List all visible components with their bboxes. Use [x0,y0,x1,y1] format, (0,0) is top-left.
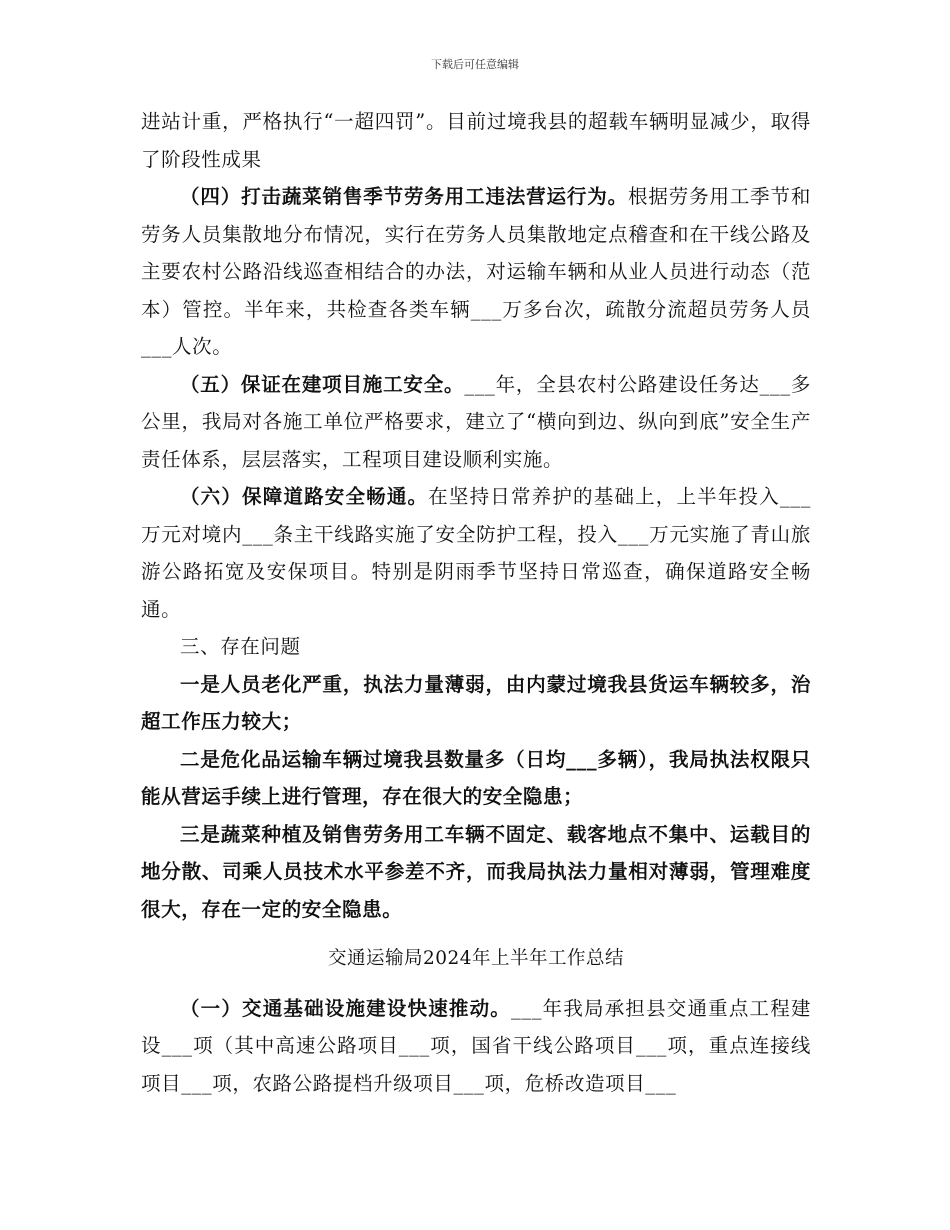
paragraph-heading: （六）保障道路安全畅通。 [180,485,429,508]
problem-three: 三是蔬菜种植及销售劳务用工车辆不固定、载客地点不集中、运载目的地分散、司乘人员技术水平参差不齐，而我局执法力量相对薄弱，管理难度很大，存在一定的安全隐患。 [141,822,811,921]
paragraph-continuation [141,103,811,178]
document-title: 交通运输局2024年上半年工作总结 [327,948,625,969]
paragraph-heading: （一）交通基础设施建设快速推动。 [180,996,511,1020]
document-body [141,103,811,1102]
paragraph-text: ___年我局承担县交通重点工程建设___项（其中高速公路项目___项，国省干线公路项目___项，重点连接线项目___项，农路公路提档升级项目___项，危桥改造项目___ [141,996,811,1095]
paragraph-text: 在坚持日常养护的基础上，上半年投入___万元对境内___条主干线路实施了安全防护工程，投入___万元实施了青山旅游公路拓宽及安保项目。特别是阴雨季节坚持日常巡查，确保道路安全畅通。 [141,485,811,621]
header-note: 下载后可任意编辑 [431,58,519,71]
paragraph-text: 进站计重，严格执行“一超四罚”。目前过境我县的超载车辆明显减少，取得了阶段性成果 [141,110,811,171]
paragraph-text: 根据劳务用工季节和劳务人员集散地分布情况，实行在劳务人员集散地定点稽查和在干线公路及主要农村公路沿线巡查相结合的办法，对运输车辆和从业人员进行动态（范本）管控。半年来，共检查各类车辆___万多台次，疏散分流超员劳务人员___人次。 [141,185,812,358]
paragraph-item-four [141,178,811,366]
problem-two: 二是危化品运输车辆过境我县数量多（日均___多辆），我局执法权限只能从营运手续上进行管理，存在很大的安全隐患； [141,747,811,808]
paragraph-heading: （五）保证在建项目施工安全。 [180,372,465,396]
paragraph-item-one [141,990,811,1103]
paragraph-heading: （四）打击蔬菜销售季节劳务用工违法营运行为。 [180,185,628,208]
paragraph-text: ___年，全县农村公路建设任务达___多公里，我局对各施工单位严格要求，建立了“横向到边、纵向到底”安全生产责任体系，层层落实，工程项目建设顺利实施。 [141,372,811,471]
problem-one: 一是人员老化严重，执法力量薄弱，由内蒙过境我县货运车辆较多，治超工作压力较大； [141,672,811,733]
section-heading-problems: 三、存在问题 [180,635,301,658]
paragraph-item-five [141,366,811,479]
paragraph-item-six [141,478,811,628]
